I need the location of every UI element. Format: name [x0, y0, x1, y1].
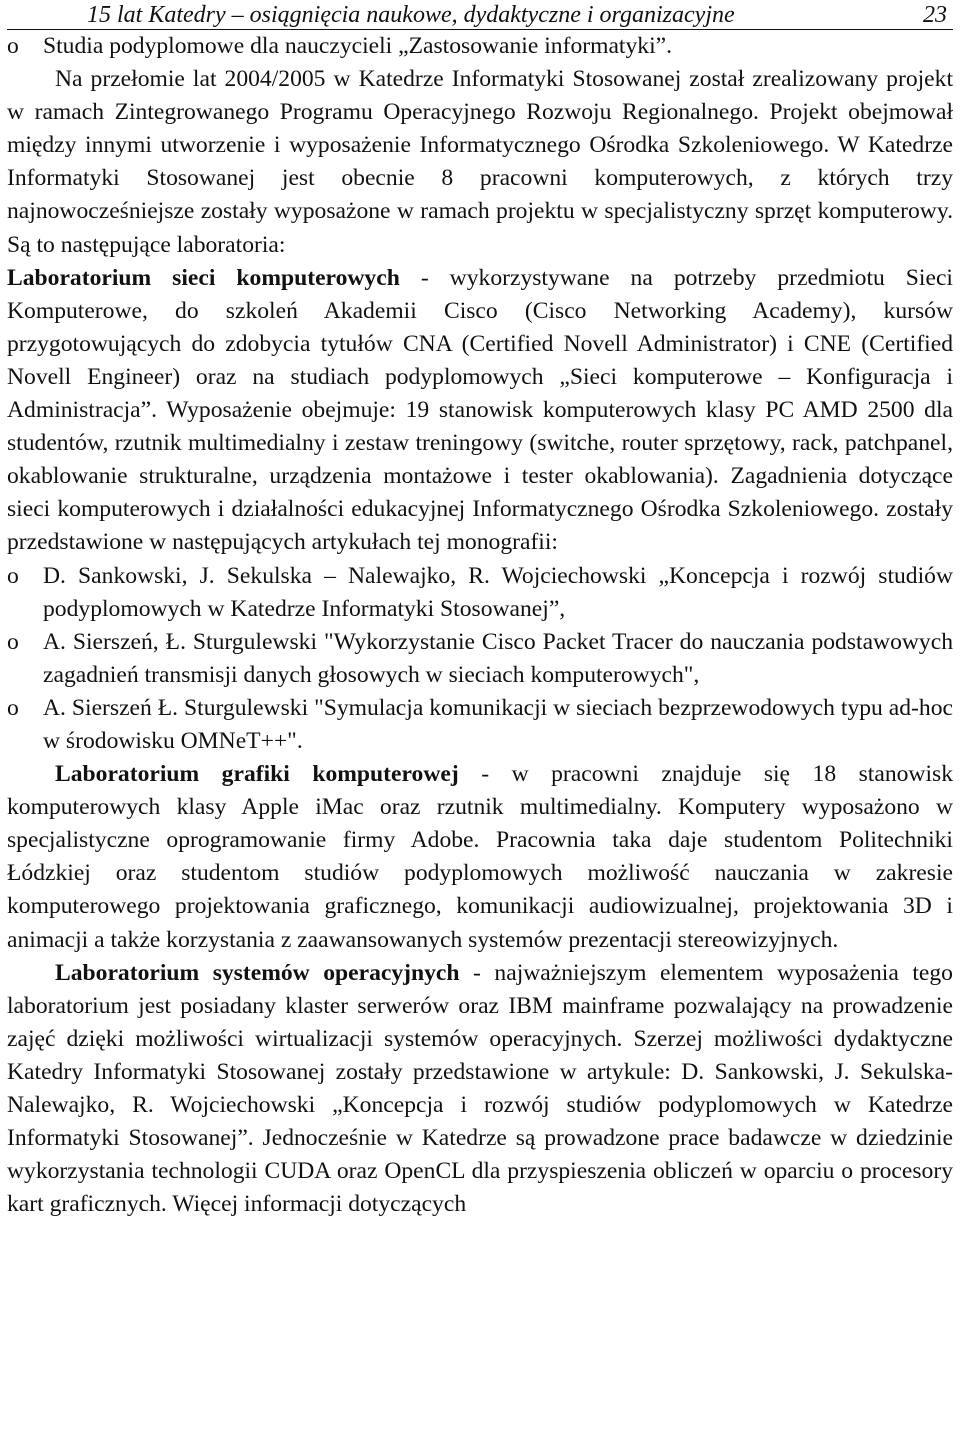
lab-graphics-title: Laboratorium grafiki komputerowej	[55, 761, 459, 788]
reference-item	[7, 626, 953, 692]
list-item-text: Studia podyplomowe dla nauczycieli „Zastosowanie informatyki”.	[43, 33, 672, 59]
bullet-marker: o	[7, 694, 19, 721]
reference-text: D. Sankowski, J. Sekulska – Nalewajko, R. Wojciechowski „Koncepcja i rozwój studiów podyplomowych w Katedrze Informatyki Stosowanej”,	[43, 562, 953, 622]
reference-item	[7, 560, 953, 626]
paragraph-lab-graphics	[7, 758, 953, 957]
running-header	[7, 0, 953, 30]
reference-text: A. Sierszeń Ł. Sturgulewski "Symulacja komunikacji w sieciach bezprzewodowych typu ad-hoc w środowisku OMNeT++".	[43, 694, 953, 754]
reference-text: A. Sierszeń, Ł. Sturgulewski "Wykorzystanie Cisco Packet Tracer do nauczania podstawowych zagadnień transmisji danych głosowych w sieciach komputerowych",	[43, 628, 953, 688]
lab-os-text: - najważniejszym elementem wyposażenia tego laboratorium jest posiadany klaster serwerów oraz IBM mainframe pozwalający na prowadzenie zajęć dzięki możliwości wirtualizacji systemów operacyjnych. Szerzej możliwości dydaktyczne Katedry Informatyki Stosowanej zostały przedstawione w artykule: D. Sankowski, J. Sekulska-Nalewajko, R. Wojciechowski „Koncepcja i rozwój studiów podyplomowych w Katedrze Informatyki Stosowanej”. Jednocześnie w Katedrze są prowadzone prace badawcze w dziedzinie wykorzystania technologii CUDA oraz OpenCL dla przyspieszenia obliczeń w oparciu o procesory kart graficznych. Więcej informacji dotyczących	[7, 959, 953, 1218]
paragraph-lab-networks	[7, 262, 953, 560]
lab-networks-title: Laboratorium sieci komputerowych	[7, 264, 400, 291]
paragraph-intro: Na przełomie lat 2004/2005 w Katedrze Informatyki Stosowanej został zrealizowany projekt w ramach Zintegrowanego Programu Operacyjnego Rozwoju Regionalnego. Projekt obejmował między innymi utworzenie i wyposażenie Informatycznego Ośrodka Szkoleniowego. W Katedrze Informatyki Stosowanej jest obecnie 8 pracowni komputerowych, z których trzy najnowocześniejsze zostały wyposażone w ramach projektu w specjalistyczny sprzęt komputerowy. Są to następujące laboratoria:	[7, 66, 953, 258]
header-title: 15 lat Katedry – osiągnięcia naukowe, dydaktyczne i organizacyjne	[87, 2, 735, 28]
bullet-marker: o	[7, 562, 19, 589]
bullet-marker: o	[7, 628, 19, 655]
lab-os-title: Laboratorium systemów operacyjnych	[55, 959, 460, 986]
lab-networks-text: - wykorzystywane na potrzeby przedmiotu Sieci Komputerowe, do szkoleń Akademii Cisco (Cisco Networking Academy), kursów przygotowujących do zdobycia tytułów CNA (Certified Novell Administrator) i CNE (Certified Novell Engineer) oraz na studiach podyplomowych „Sieci komputerowe – Konfiguracja i Administracja”. Wyposażenie obejmuje: 19 stanowisk komputerowych klasy PC AMD 2500 dla studentów, rzutnik multimedialny i zestaw treningowy (switche, router sprzętowy, rack, patchpanel, okablowanie strukturalne, urządzenia montażowe i tester okablowania). Zagadnienia dotyczące sieci komputerowych i działalności edukacyjnej Informatycznego Ośrodka Szkoleniowego. zostały przedstawione w następujących artykułach tej monografii:	[7, 264, 953, 556]
page-number: 23	[923, 2, 947, 28]
reference-item	[7, 692, 953, 758]
lab-graphics-text: - w pracowni znajduje się 18 stanowisk komputerowych klasy Apple iMac oraz rzutnik multimedialny. Komputery wyposażono w specjalistyczne oprogramowanie firmy Adobe. Pracownia taka daje studentom Politechniki Łódzkiej oraz studentom studiów podyplomowych możliwość nauczania w zakresie komputerowego projektowania graficznego, komunikacji audiowizualnej, projektowania 3D i animacji a także korzystania z zaawansowanych systemów prezentacji stereowizyjnych.	[7, 761, 953, 953]
paragraph-lab-os	[7, 957, 953, 1222]
page-body	[7, 30, 953, 1221]
list-item	[7, 30, 953, 63]
bullet-marker: o	[7, 33, 19, 59]
